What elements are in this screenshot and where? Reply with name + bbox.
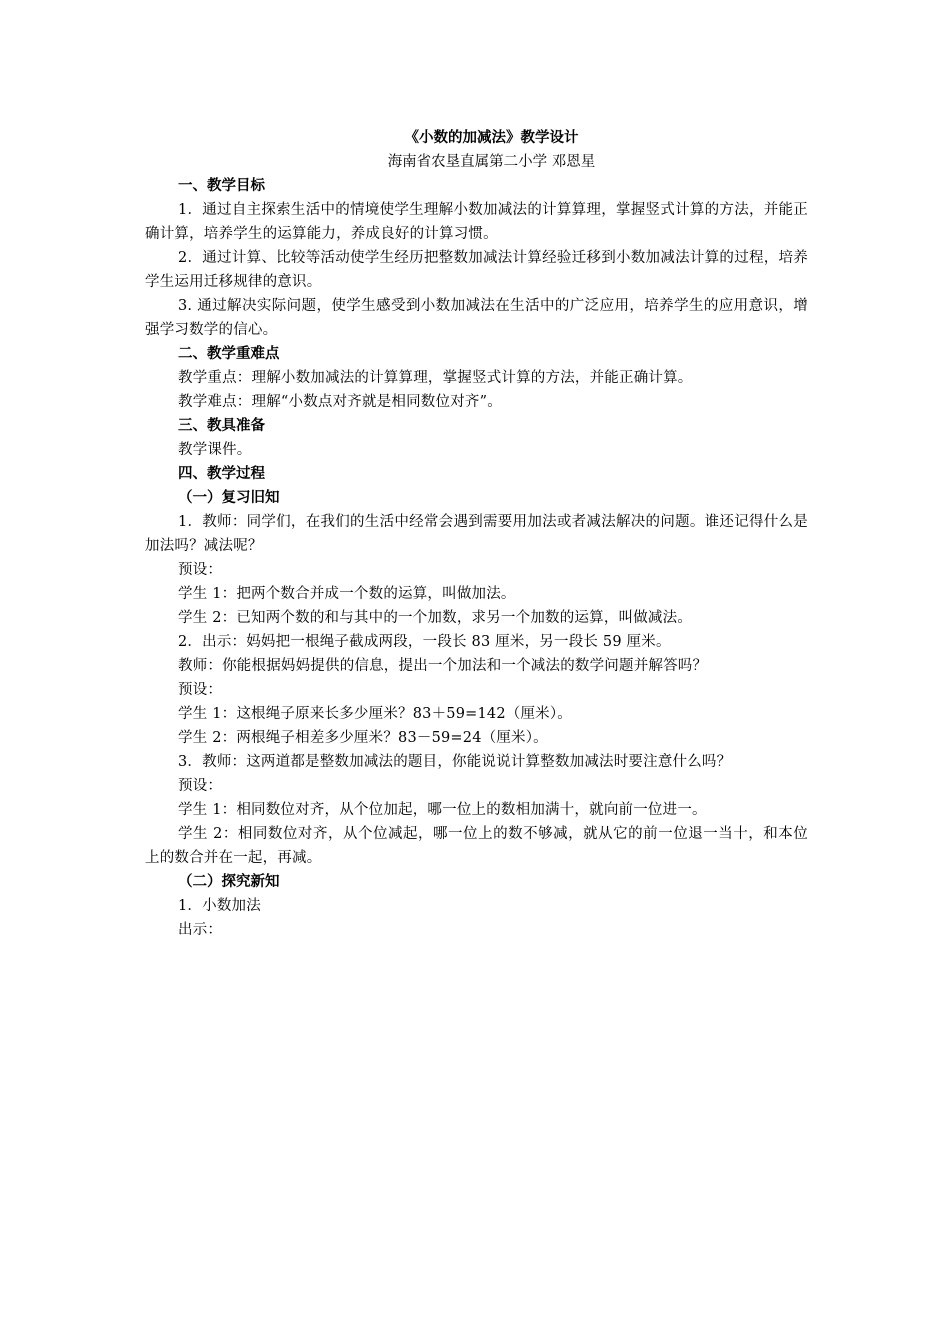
paragraph: 教学重点：理解小数加减法的计算算理，掌握竖式计算的方法，并能正确计算。 — [178, 370, 693, 386]
paragraph: 出示： — [178, 922, 223, 938]
paragraph: 学生 1：相同数位对齐，从个位加起，哪一位上的数相加满十，就向前一位进一。 — [178, 802, 707, 818]
paragraph: 预设： — [178, 682, 223, 698]
paragraph: 学生 1：把两个数合并成一个数的运算，叫做加法。 — [178, 586, 516, 602]
subsection-heading-explore: （二）探究新知 — [178, 873, 280, 890]
paragraph: 预设： — [178, 562, 223, 578]
document-page — [145, 126, 808, 942]
paragraph: 学生 2：两根绳子相差多少厘米？83－59=24（厘米）。 — [178, 730, 548, 746]
paragraph: 教学课件。 — [178, 442, 252, 458]
section-heading-materials: 三、教具准备 — [178, 417, 265, 434]
paragraph: 2．出示：妈妈把一根绳子截成两段，一段长 83 厘米，另一段长 59 厘米。 — [178, 634, 671, 650]
paragraph: 1．教师：同学们，在我们的生活中经常会遇到需要用加法或者减法解决的问题。谁还记得什么是加法吗？减法呢？ — [145, 514, 808, 554]
paragraph: 预设： — [178, 778, 223, 794]
paragraph: 教师：你能根据妈妈提供的信息，提出一个加法和一个减法的数学问题并解答吗？ — [178, 658, 708, 674]
paragraph: 2．通过计算、比较等活动使学生经历把整数加减法计算经验迁移到小数加减法计算的过程，培养学生运用迁移规律的意识。 — [145, 250, 808, 290]
paragraph: 学生 1：这根绳子原来长多少厘米？83＋59=142（厘米）。 — [178, 706, 573, 722]
section-heading-process: 四、教学过程 — [178, 465, 265, 482]
subsection-heading-review: （一）复习旧知 — [178, 489, 280, 506]
paragraph: 学生 2：相同数位对齐，从个位减起，哪一位上的数不够减，就从它的前一位退一当十，和本位上的数合并在一起，再减。 — [145, 826, 808, 866]
paragraph: 1．小数加法 — [178, 898, 261, 914]
paragraph: 3. 通过解决实际问题，使学生感受到小数加减法在生活中的广泛应用，培养学生的应用意识，增强学习数学的信心。 — [145, 298, 808, 338]
section-heading-objectives: 一、教学目标 — [178, 177, 265, 194]
section-heading-key-points: 二、教学重难点 — [178, 345, 280, 362]
paragraph: 学生 2：已知两个数的和与其中的一个加数，求另一个加数的运算，叫做减法。 — [178, 610, 693, 626]
paragraph: 1．通过自主探索生活中的情境使学生理解小数加减法的计算算理，掌握竖式计算的方法，并能正确计算，培养学生的运算能力，养成良好的计算习惯。 — [145, 202, 808, 242]
paragraph: 3．教师：这两道都是整数加减法的题目，你能说说计算整数加减法时要注意什么吗？ — [178, 754, 732, 770]
paragraph: 教学难点：理解“小数点对齐就是相同数位对齐”。 — [178, 394, 502, 410]
document-author: 海南省农垦直属第二小学 邓恩星 — [387, 154, 596, 170]
document-title: 《小数的加减法》教学设计 — [404, 129, 579, 146]
